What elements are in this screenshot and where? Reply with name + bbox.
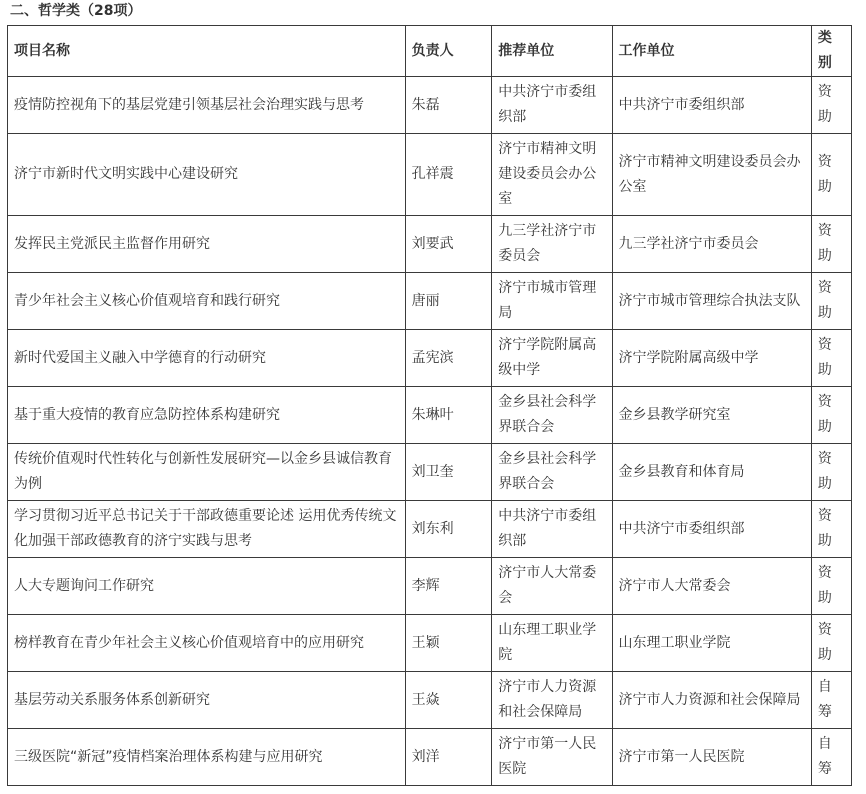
cell-project-name: 人大专题询问工作研究: [8, 558, 406, 615]
cell-work-unit: 济宁市人大常委会: [612, 558, 811, 615]
projects-table: [7, 25, 852, 786]
cell-category: 自筹: [811, 672, 851, 729]
cell-category: 资助: [811, 134, 851, 216]
cell-category: 资助: [811, 216, 851, 273]
table-row: [8, 134, 852, 216]
cell-category: 资助: [811, 330, 851, 387]
cell-leader: 朱磊: [405, 77, 492, 134]
cell-recommending-unit: 金乡县社会科学界联合会: [492, 387, 612, 444]
cell-project-name: 榜样教育在青少年社会主义核心价值观培育中的应用研究: [8, 615, 406, 672]
cell-project-name: 基层劳动关系服务体系创新研究: [8, 672, 406, 729]
table-row: [8, 216, 852, 273]
cell-category: 自筹: [811, 729, 851, 786]
section-heading: 二、哲学类（28项）: [10, 3, 142, 19]
table-row: [8, 273, 852, 330]
cell-leader: 刘要武: [405, 216, 492, 273]
cell-work-unit: 济宁市精神文明建设委员会办公室: [612, 134, 811, 216]
table-row: [8, 77, 852, 134]
cell-recommending-unit: 济宁市人大常委会: [492, 558, 612, 615]
cell-leader: 刘卫奎: [405, 444, 492, 501]
cell-work-unit: 山东理工职业学院: [612, 615, 811, 672]
cell-project-name: 学习贯彻习近平总书记关于干部政德重要论述 运用优秀传统文化加强干部政德教育的济宁实践与思考: [8, 501, 406, 558]
cell-leader: 刘东利: [405, 501, 492, 558]
cell-category: 资助: [811, 558, 851, 615]
cell-work-unit: 中共济宁市委组织部: [612, 77, 811, 134]
cell-recommending-unit: 济宁学院附属高级中学: [492, 330, 612, 387]
cell-category: 资助: [811, 444, 851, 501]
cell-project-name: 基于重大疫情的教育应急防控体系构建研究: [8, 387, 406, 444]
cell-work-unit: 济宁市人力资源和社会保障局: [612, 672, 811, 729]
cell-recommending-unit: 济宁市人力资源和社会保障局: [492, 672, 612, 729]
table-row: [8, 672, 852, 729]
cell-work-unit: 金乡县教学研究室: [612, 387, 811, 444]
header-leader: 负责人: [405, 26, 492, 77]
header-work-unit: 工作单位: [612, 26, 811, 77]
cell-work-unit: 济宁学院附属高级中学: [612, 330, 811, 387]
cell-recommending-unit: 九三学社济宁市委员会: [492, 216, 612, 273]
header-recommending-unit: 推荐单位: [492, 26, 612, 77]
header-project-name: 项目名称: [8, 26, 406, 77]
cell-work-unit: 中共济宁市委组织部: [612, 501, 811, 558]
cell-leader: 王颖: [405, 615, 492, 672]
cell-project-name: 三级医院“新冠”疫情档案治理体系构建与应用研究: [8, 729, 406, 786]
cell-leader: 孔祥震: [405, 134, 492, 216]
table-row: [8, 501, 852, 558]
cell-category: 资助: [811, 615, 851, 672]
table-row: [8, 615, 852, 672]
cell-category: 资助: [811, 501, 851, 558]
cell-category: 资助: [811, 77, 851, 134]
table-header-row: [8, 26, 852, 77]
table-row: [8, 330, 852, 387]
cell-leader: 刘洋: [405, 729, 492, 786]
cell-recommending-unit: 济宁市第一人民医院: [492, 729, 612, 786]
table-row: [8, 558, 852, 615]
cell-work-unit: 金乡县教育和体育局: [612, 444, 811, 501]
cell-work-unit: 九三学社济宁市委员会: [612, 216, 811, 273]
cell-project-name: 新时代爱国主义融入中学德育的行动研究: [8, 330, 406, 387]
cell-leader: 唐丽: [405, 273, 492, 330]
cell-work-unit: 济宁市城市管理综合执法支队: [612, 273, 811, 330]
table-body: [8, 77, 852, 786]
table-row: [8, 729, 852, 786]
cell-project-name: 发挥民主党派民主监督作用研究: [8, 216, 406, 273]
cell-leader: 朱琳叶: [405, 387, 492, 444]
cell-recommending-unit: 济宁市城市管理局: [492, 273, 612, 330]
cell-recommending-unit: 中共济宁市委组织部: [492, 77, 612, 134]
cell-category: 资助: [811, 387, 851, 444]
header-category: 类别: [811, 26, 851, 77]
cell-category: 资助: [811, 273, 851, 330]
table-row: [8, 387, 852, 444]
cell-project-name: 青少年社会主义核心价值观培育和践行研究: [8, 273, 406, 330]
cell-project-name: 疫情防控视角下的基层党建引领基层社会治理实践与思考: [8, 77, 406, 134]
cell-recommending-unit: 山东理工职业学院: [492, 615, 612, 672]
cell-leader: 孟宪滨: [405, 330, 492, 387]
cell-recommending-unit: 济宁市精神文明建设委员会办公室: [492, 134, 612, 216]
cell-recommending-unit: 金乡县社会科学界联合会: [492, 444, 612, 501]
cell-leader: 王焱: [405, 672, 492, 729]
cell-project-name: 传统价值观时代性转化与创新性发展研究—以金乡县诚信教育为例: [8, 444, 406, 501]
cell-recommending-unit: 中共济宁市委组织部: [492, 501, 612, 558]
cell-project-name: 济宁市新时代文明实践中心建设研究: [8, 134, 406, 216]
table-row: [8, 444, 852, 501]
cell-leader: 李辉: [405, 558, 492, 615]
cell-work-unit: 济宁市第一人民医院: [612, 729, 811, 786]
